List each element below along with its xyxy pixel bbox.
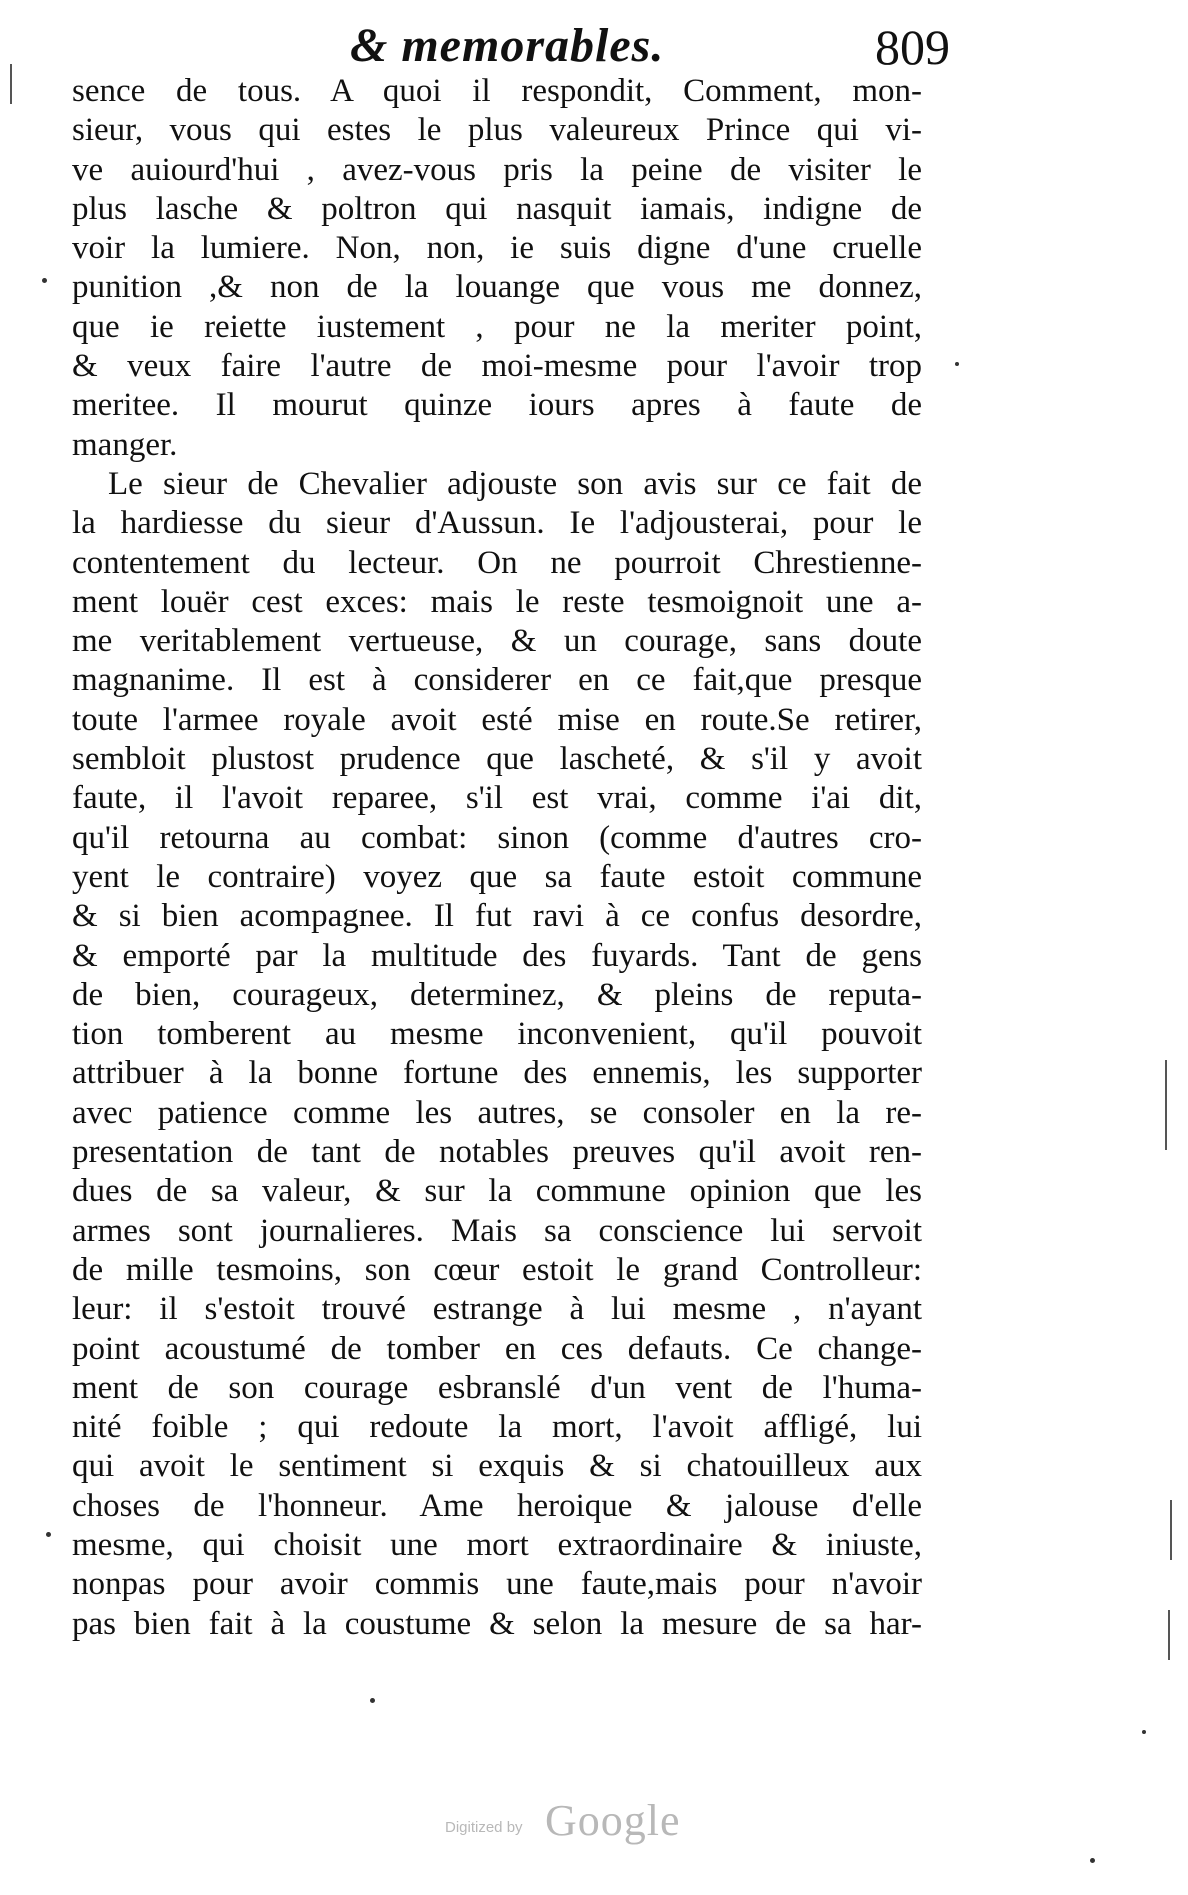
scan-speck — [1090, 1858, 1095, 1863]
text-line: plus lasche & poltron qui nasquit iamais, indigne de — [72, 190, 922, 227]
scan-speck — [370, 1698, 375, 1703]
body-text — [72, 72, 922, 1644]
text-line: voir la lumiere. Non, non, ie suis digne d'une cruelle — [72, 230, 922, 267]
text-line: ve auiourd'hui , avez-vous pris la peine de visiter le — [72, 151, 922, 188]
text-line: manger. — [72, 426, 178, 463]
text-line: & emporté par la multitude des fuyards. Tant de gens — [72, 937, 922, 974]
text-line: faute, il l'avoit reparee, s'il est vrai, comme i'ai dit, — [72, 780, 922, 817]
text-line: leur: il s'estoit trouvé estrange à lui mesme , n'ayant — [72, 1291, 922, 1328]
text-line: & veux faire l'autre de moi-mesme pour l'avoir trop — [72, 348, 922, 385]
text-line: choses de l'honneur. Ame heroique & jalouse d'elle — [72, 1487, 922, 1524]
text-line: mesme, qui choisit une mort extraordinaire & iniuste, — [72, 1526, 922, 1563]
scan-edge-mark — [10, 64, 12, 104]
page-number: 809 — [875, 19, 950, 75]
text-line: point acoustumé de tomber en ces defauts. Ce change- — [72, 1330, 922, 1367]
text-line: & si bien acompagnee. Il fut ravi à ce confus desordre, — [72, 898, 922, 935]
scan-speck — [955, 362, 959, 366]
running-title: & memorables. — [350, 19, 665, 72]
text-line: avec patience comme les autres, se consoler en la re- — [72, 1094, 922, 1131]
text-line: nité foible ; qui redoute la mort, l'avoit affligé, lui — [72, 1409, 922, 1446]
text-line: sembloit plustost prudence que lascheté, & s'il y avoit — [72, 741, 922, 778]
text-line: ment de son courage esbranslé d'un vent de l'huma- — [72, 1369, 922, 1406]
text-line: pas bien fait à la coustume & selon la mesure de sa har- — [72, 1605, 922, 1642]
text-line: me veritablement vertueuse, & un courage, sans doute — [72, 623, 922, 660]
text-line: nonpas pour avoir commis une faute,mais pour n'avoir — [72, 1566, 922, 1603]
scan-speck — [1142, 1730, 1146, 1734]
text-line: qui avoit le sentiment si exquis & si chatouilleux aux — [72, 1448, 922, 1485]
text-line: toute l'armee royale avoit esté mise en route.Se retirer, — [72, 701, 922, 738]
scan-speck — [42, 278, 47, 283]
text-line: de bien, courageux, determinez, & pleins de reputa- — [72, 976, 922, 1013]
text-line: tion tomberent au mesme inconvenient, qu'il pouvoit — [72, 1016, 922, 1053]
text-line: sieur, vous qui estes le plus valeureux Prince qui vi- — [72, 112, 922, 149]
text-line: yent le contraire) voyez que sa faute estoit commune — [72, 858, 922, 895]
scan-edge-mark — [1170, 1500, 1172, 1560]
text-line: magnanime. Il est à considerer en ce fait,que presque — [72, 662, 922, 699]
text-line: ment louër cest exces: mais le reste tesmoignoit une a- — [72, 583, 922, 620]
text-line: de mille tesmoins, son cœur estoit le grand Controlleur: — [72, 1251, 922, 1288]
text-line: punition ,& non de la louange que vous me donnez, — [72, 269, 922, 306]
text-line: dues de sa valeur, & sur la commune opinion que les — [72, 1173, 922, 1210]
paragraph-start: Le sieur de Chevalier adjouste son avis sur ce fait de — [108, 465, 922, 502]
watermark-brand: Google — [545, 1796, 681, 1845]
text-line: attribuer à la bonne fortune des ennemis, les supporter — [72, 1055, 922, 1092]
text-line: que ie reiette iustement , pour ne la meriter point, — [72, 308, 922, 345]
text-line: la hardiesse du sieur d'Aussun. Ie l'adjousterai, pour le — [72, 505, 922, 542]
watermark-small-text: Digitized by — [445, 1819, 523, 1836]
text-line: contentement du lecteur. On ne pourroit Chrestienne- — [72, 544, 922, 581]
text-line: meritee. Il mourut quinze iours apres à faute de — [72, 387, 922, 424]
text-line: sence de tous. A quoi il respondit, Comment, mon- — [72, 73, 922, 109]
text-line: armes sont journalieres. Mais sa conscience lui servoit — [72, 1212, 922, 1249]
text-line: presentation de tant de notables preuves qu'il avoit ren- — [72, 1134, 922, 1171]
scan-edge-mark — [1165, 1060, 1167, 1150]
scan-edge-mark — [1168, 1610, 1170, 1660]
digitized-watermark — [445, 1795, 745, 1855]
text-line: qu'il retourna au combat: sinon (comme d'autres cro- — [72, 819, 922, 856]
scan-speck — [46, 1532, 51, 1537]
